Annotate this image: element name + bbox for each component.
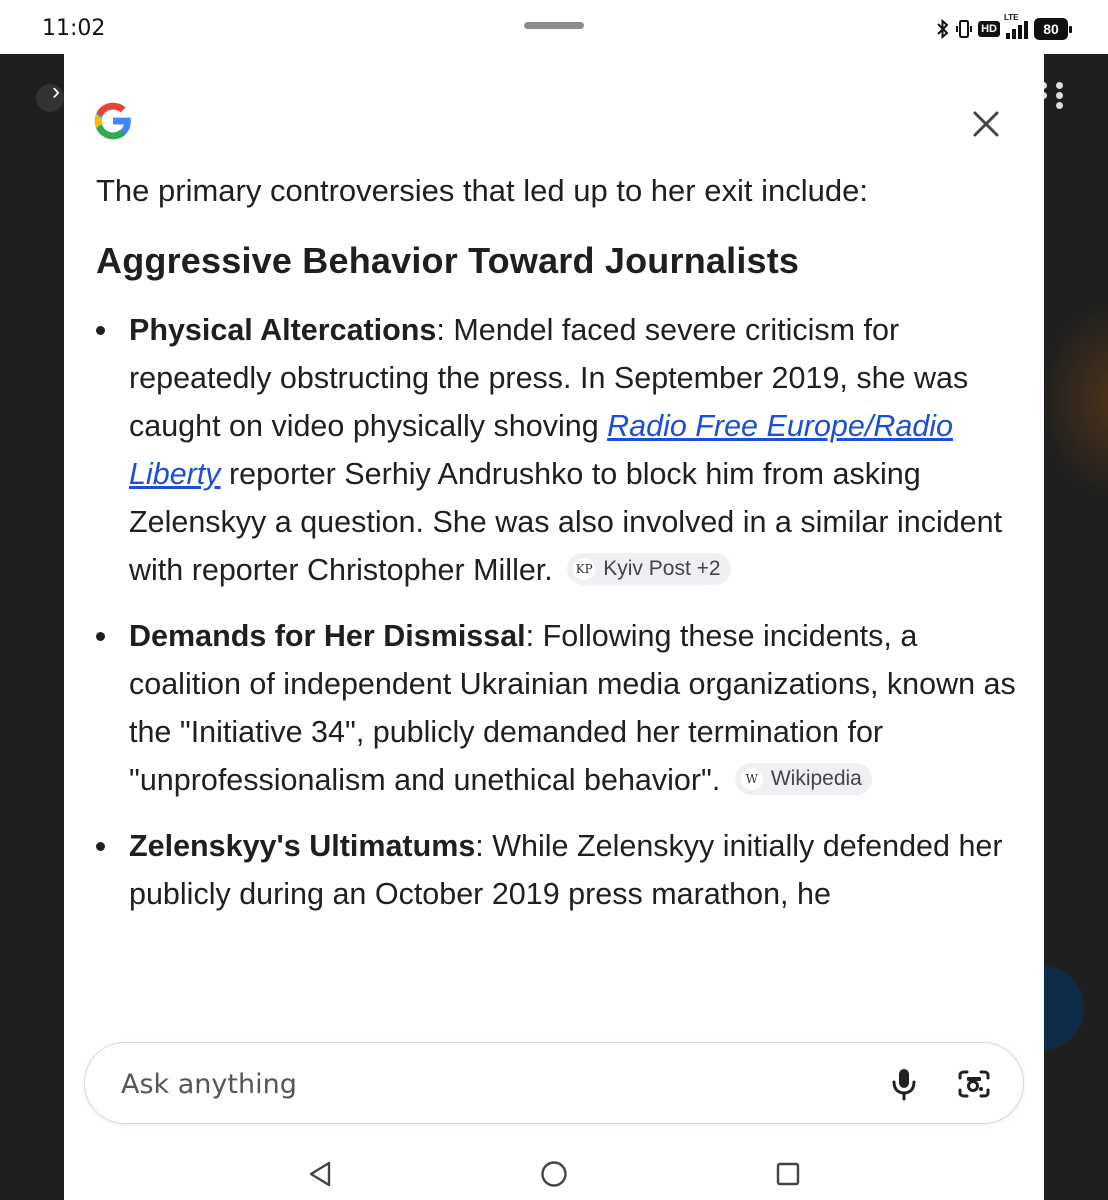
status-bar [0, 0, 1108, 54]
recents-square-icon [775, 1161, 801, 1187]
bullet-text: : Mendel faced severe criticism for repeatedly obstructing the press. In September 2019, she was caught on video physically shoving [129, 313, 969, 443]
lens-camera-icon [957, 1068, 991, 1100]
back-button[interactable] [302, 1156, 338, 1192]
ask-input[interactable] [119, 1061, 823, 1107]
bullet-title: Demands for Her Dismissal [129, 619, 526, 653]
status-time: 11:02 [42, 16, 106, 41]
source-chip-kyiv-post[interactable] [567, 553, 730, 585]
wikipedia-icon: W [741, 768, 763, 790]
close-icon [972, 110, 1000, 138]
source-chip-wikipedia[interactable] [735, 763, 872, 795]
bluetooth-icon [936, 19, 950, 39]
assistant-sheet [64, 54, 1044, 1200]
bullet-text: reporter Serhiy Andrushko to block him from asking Zelenskyy a question. She was also involved in a similar incident with reporter Christopher Miller. [129, 457, 1003, 587]
home-button[interactable] [536, 1156, 572, 1192]
vibrate-icon [956, 19, 972, 39]
navigation-bar [64, 1146, 1044, 1200]
close-button[interactable] [964, 102, 1008, 146]
bullet-text: : While Zelenskyy initially defended her publicly during an October 2019 press marathon, he [129, 829, 1003, 911]
background-glow [1040, 300, 1108, 500]
bullet-text: : Following these incidents, a coalition of independent Ukrainian media organizations, known as the "Initiative 34", publicly demanded her termination for "unprofessionalism and unethical behavior". [129, 619, 1016, 797]
status-icons [936, 13, 1068, 42]
response-intro: The primary controversies that led up to her exit include: [96, 173, 868, 208]
hd-icon: HD [978, 21, 1000, 37]
voice-input-button[interactable] [883, 1063, 925, 1105]
rferl-link[interactable]: Radio Free Europe/Radio Liberty [129, 409, 954, 491]
sheet-drag-handle[interactable] [524, 22, 584, 29]
response-content [96, 170, 1016, 936]
list-item [96, 822, 1016, 918]
source-label: Wikipedia [770, 766, 862, 790]
list-item [96, 306, 1016, 594]
battery-icon: 80 [1034, 18, 1068, 40]
ask-bar [84, 1042, 1024, 1124]
back-triangle-icon [307, 1160, 333, 1188]
home-circle-icon [540, 1160, 568, 1188]
signal-icon [1004, 13, 1028, 39]
bullet-title: Zelenskyy's Ultimatums [129, 829, 476, 863]
microphone-icon [891, 1067, 917, 1101]
network-type: LTE [1004, 13, 1019, 22]
bullet-title: Physical Altercations [129, 313, 437, 347]
bullet-list [96, 306, 1016, 918]
google-logo-icon [90, 98, 136, 144]
source-label: Kyiv Post +2 [603, 556, 721, 580]
kyiv-post-icon: KP [573, 558, 595, 580]
google-lens-button[interactable] [953, 1063, 995, 1105]
background-chevron-icon: › [52, 78, 60, 105]
recents-button[interactable] [770, 1156, 806, 1192]
list-item [96, 612, 1016, 804]
section-heading: Aggressive Behavior Toward Journalists [96, 240, 800, 281]
